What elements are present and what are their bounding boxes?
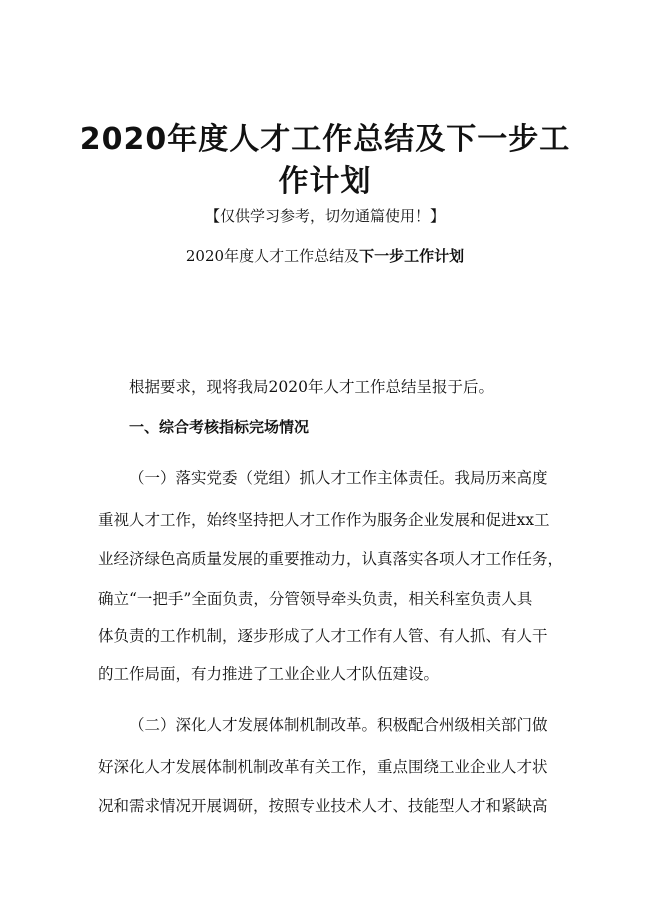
document-subtitle <box>0 246 650 266</box>
paragraph-1-line-5: 体负责的工作机制，逐步形成了人才工作有人管、有人抓、有人干 <box>98 627 548 645</box>
paragraph-1-line-3: 业经济绿色高质量发展的重要推动力，认真落实各项人才工作任务， <box>98 550 564 568</box>
paragraph-2-line-1: （二）深化人才发展体制机制改革。积极配合州级相关部门做 <box>129 716 548 734</box>
disclaimer-note: 【仅供学习参考，切勿通篇使用！】 <box>204 207 445 225</box>
intro-paragraph: 根据要求，现将我局2020年人才工作总结呈报于后。 <box>129 378 494 396</box>
paragraph-1-line-2: 重视人才工作，始终坚持把人才工作作为服务企业发展和促进xx工 <box>98 511 550 529</box>
paragraph-1-line-6: 的工作局面，有力推进了工业企业人才队伍建设。 <box>98 665 440 683</box>
section-heading-1: 一、综合考核指标完场情况 <box>129 418 310 436</box>
paragraph-2-line-2: 好深化人才发展体制机制改革有关工作，重点围绕工业企业人才状 <box>98 758 548 776</box>
document-title-line-1: 2020年度人才工作总结及下一步工 <box>79 122 571 157</box>
paragraph-1-line-4: 确立“一把手”全面负责，分管领导牵头负责，相关科室负责人具 <box>98 590 533 608</box>
subtitle-bold-part: 下一步工作计划 <box>359 247 465 265</box>
document-title-line-2: 作计划 <box>278 164 372 199</box>
paragraph-1-line-1: （一）落实党委（党组）抓人才工作主体责任。我局历来高度 <box>129 469 548 487</box>
paragraph-2-line-3: 况和需求情况开展调研，按照专业技术人才、技能型人才和紧缺高 <box>98 797 548 815</box>
subtitle-normal-part: 2020年度人才工作总结及 <box>185 247 360 265</box>
